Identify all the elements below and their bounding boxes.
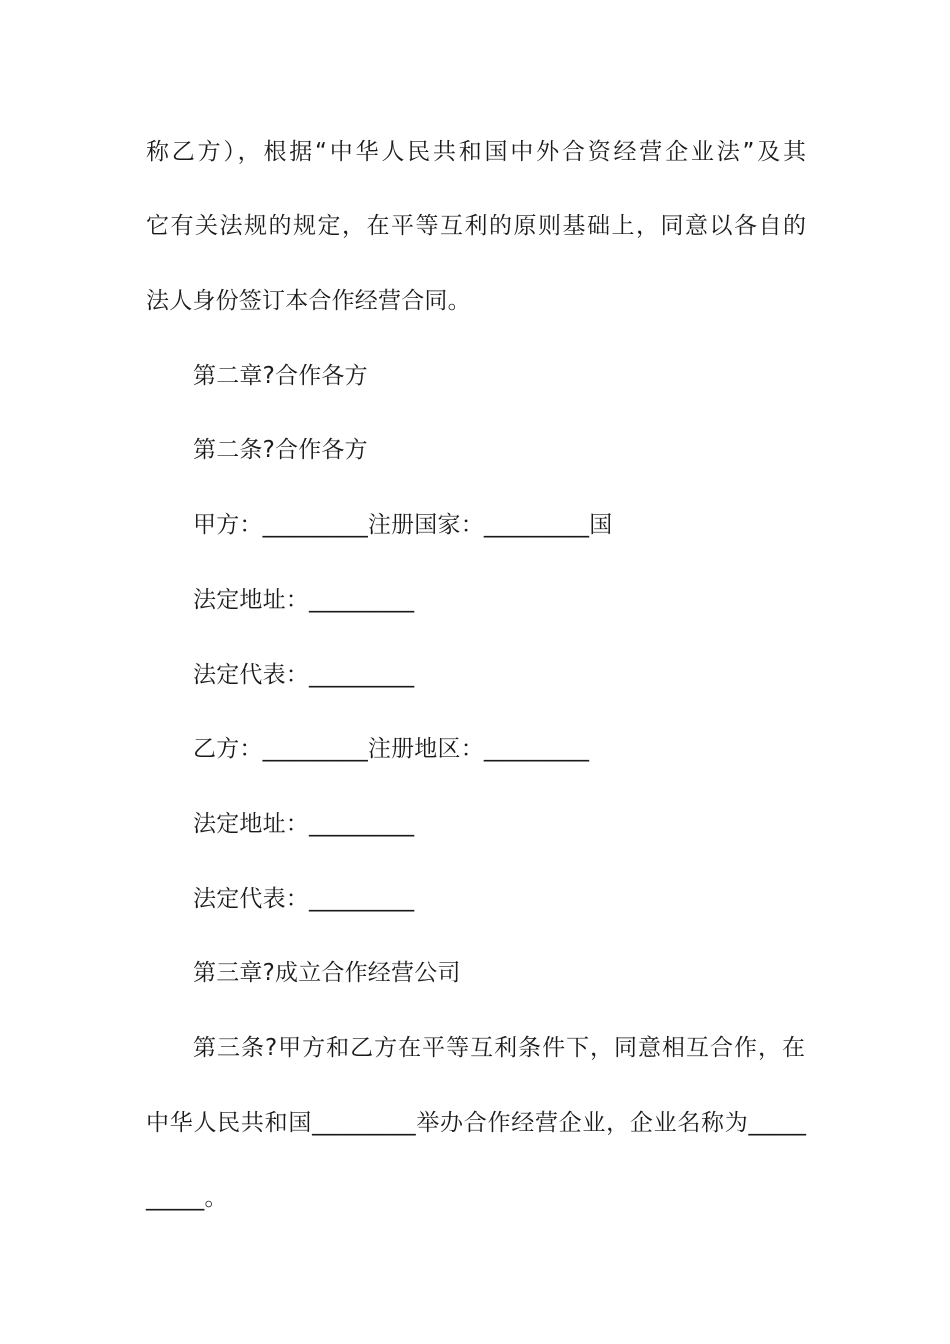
- paragraph-line: 第三条?甲方和乙方在平等互利条件下，同意相互合作，在: [193, 1035, 805, 1061]
- party-a-representative-line: 法定代表：_________: [193, 662, 415, 688]
- article-heading: 第二条?合作各方: [193, 437, 368, 463]
- party-b-address-line: 法定地址：_________: [193, 811, 415, 837]
- paragraph-line: 称乙方），根据“中华人民共和国中外合资经营企业法”及其: [146, 139, 806, 165]
- party-b-line: 乙方：_________注册地区：_________: [193, 736, 590, 762]
- party-a-address-line: 法定地址：_________: [193, 587, 415, 613]
- paragraph-line: _____。: [146, 1185, 228, 1211]
- paragraph-line: 法人身份签订本合作经营合同。: [146, 288, 471, 314]
- chapter-heading: 第三章?成立合作经营公司: [193, 960, 461, 986]
- paragraph-line: 它有关法规的规定，在平等互利的原则基础上，同意以各自的: [146, 213, 806, 239]
- paragraph-line: 中华人民共和国_________举办合作经营企业，企业名称为_____: [146, 1110, 806, 1136]
- chapter-heading: 第二章?合作各方: [193, 363, 368, 389]
- party-b-representative-line: 法定代表：_________: [193, 886, 415, 912]
- party-a-line: 甲方：_________注册国家：_________国: [193, 512, 613, 538]
